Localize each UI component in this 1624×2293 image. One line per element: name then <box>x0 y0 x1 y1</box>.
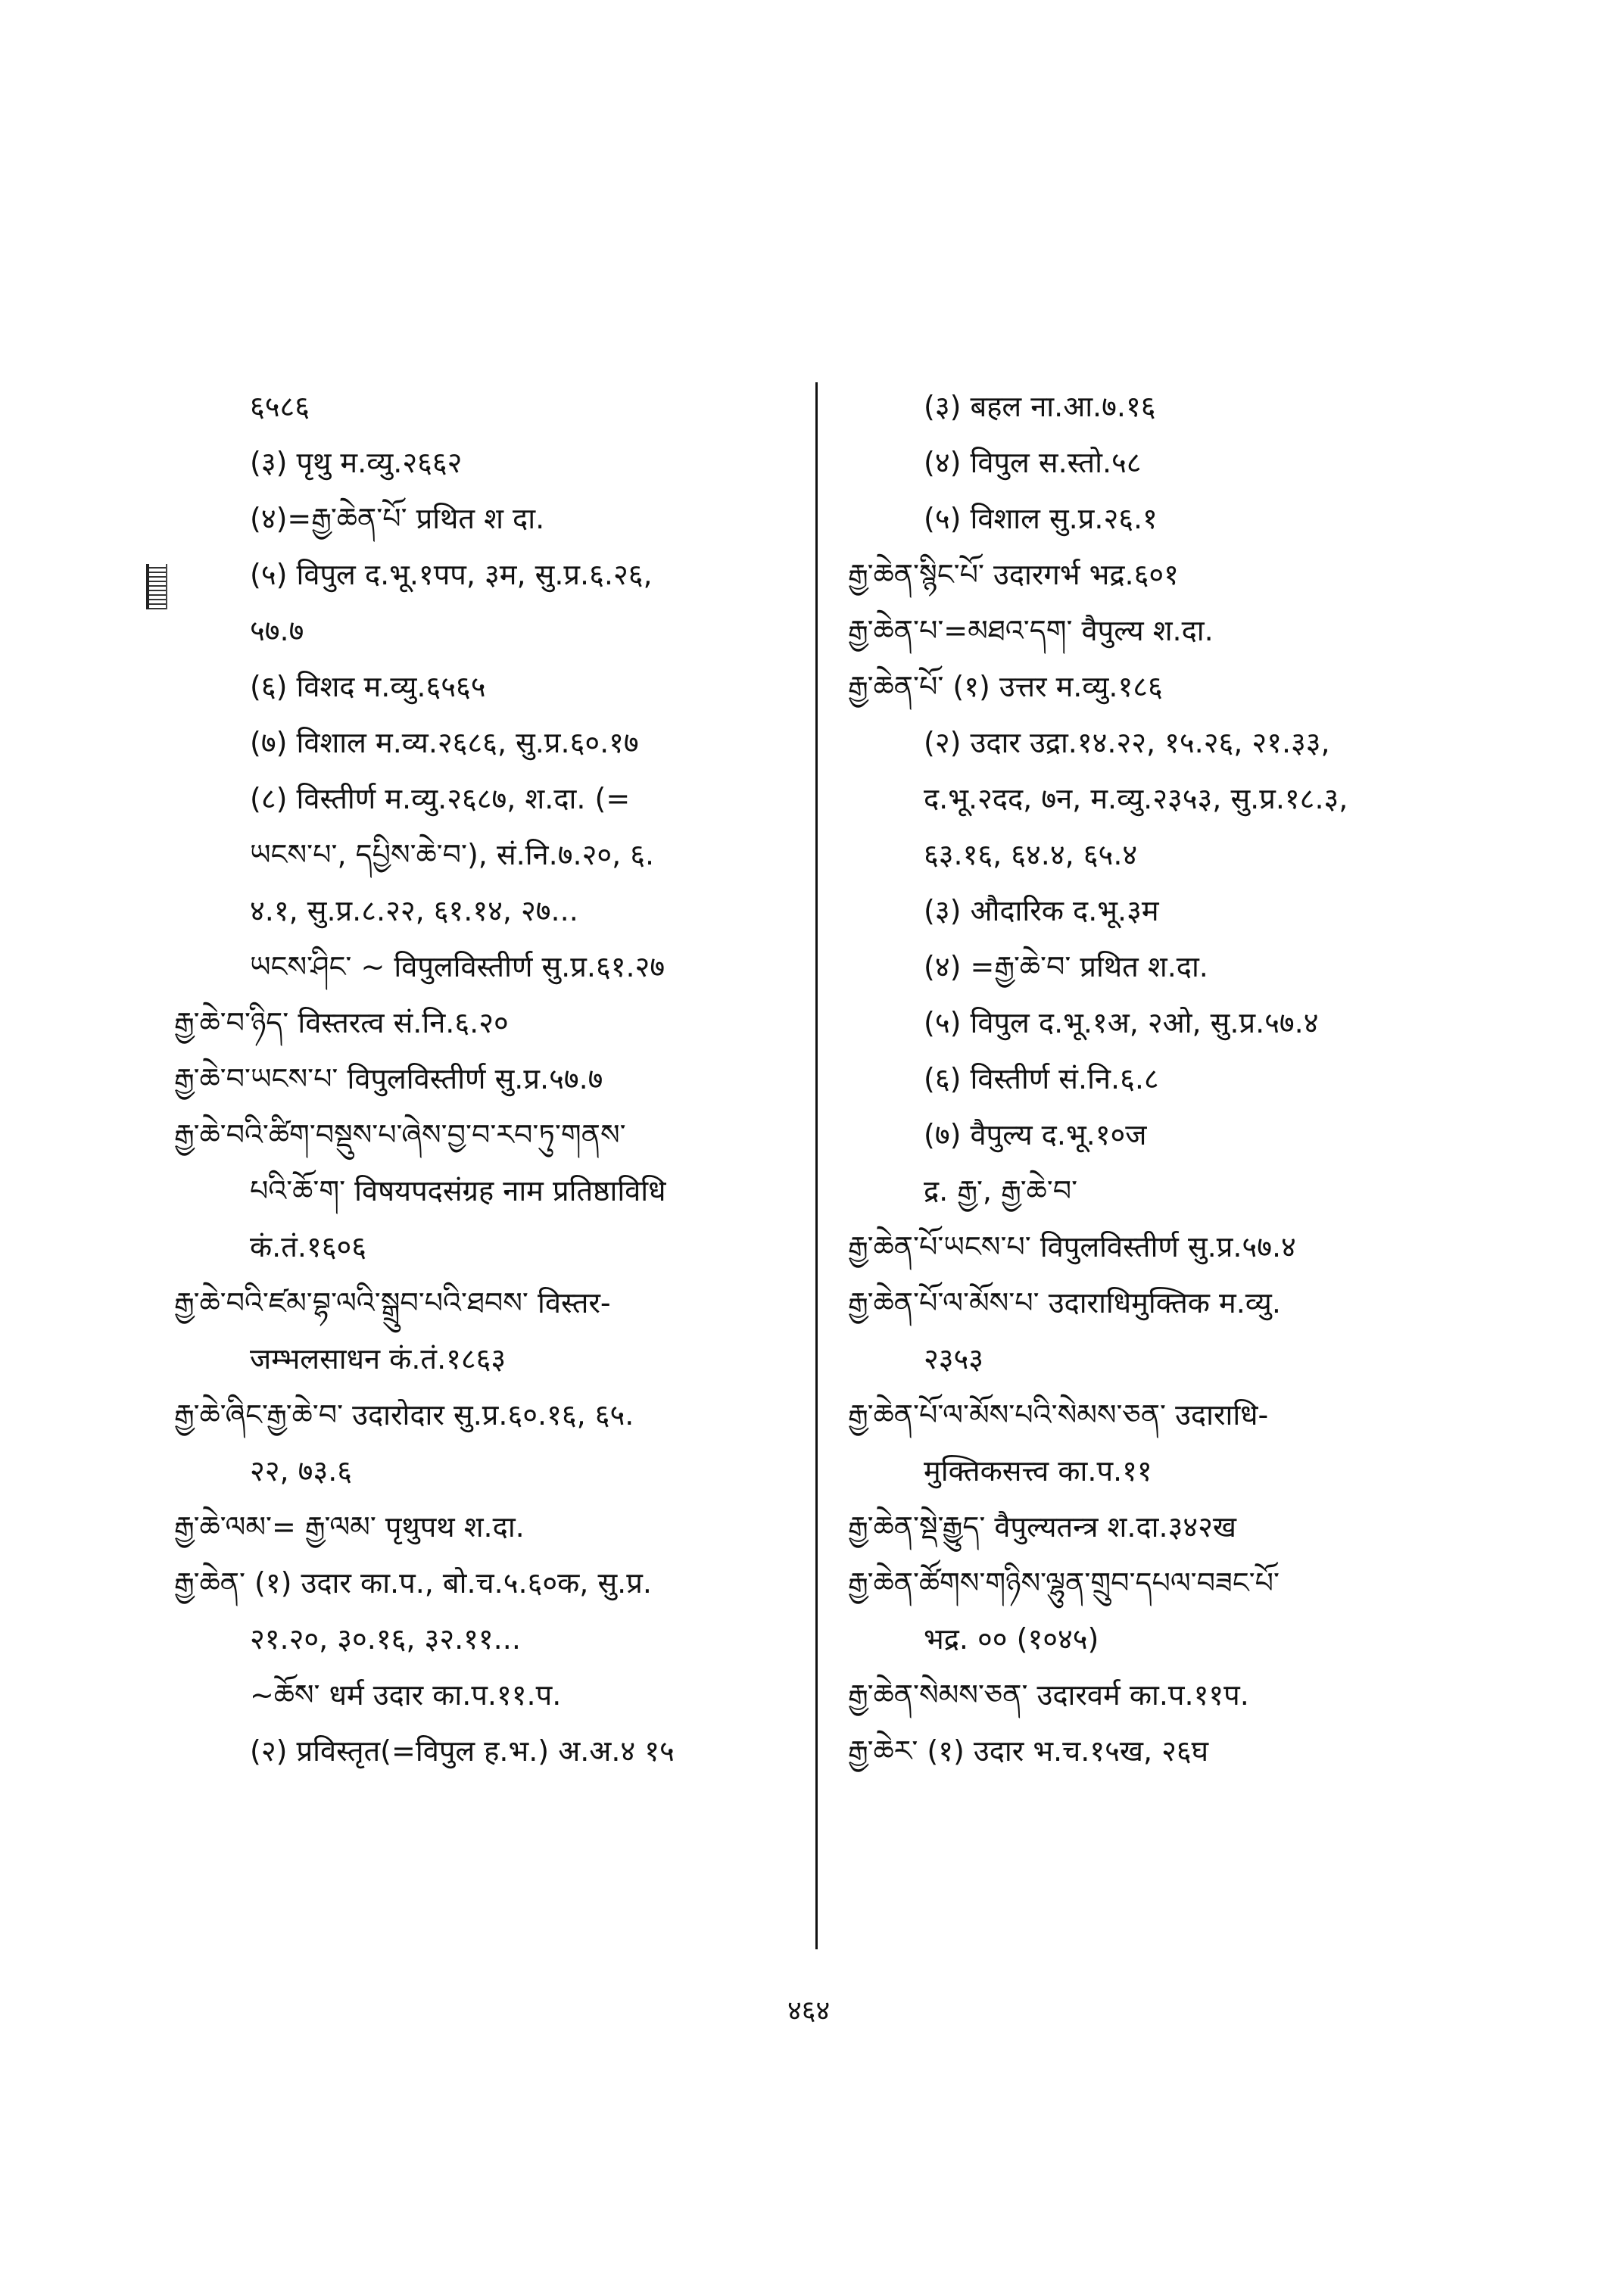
dictionary-line: རྒྱ་ཆེ་བ་ཉིད་ विस्तरत्व सं.नि.६.२० <box>174 1006 509 1039</box>
dictionary-line: རྒྱ་ཆེ་ལམ་= རྒྱ་ལམ་ पृथुपथ श.दा. <box>174 1510 525 1544</box>
dictionary-line: (४) विपुल स.स्तो.५८ <box>924 446 1142 479</box>
dictionary-line: द.भू.२दद, ७न, म.व्यु.२३५३, सु.प्र.१८.३, <box>924 782 1348 815</box>
dictionary-line: (६) विस्तीर्ण सं.नि.६.८ <box>924 1062 1159 1095</box>
dictionary-line: २३५३ <box>924 1342 984 1375</box>
dictionary-line: कं.तं.१६०६ <box>250 1230 367 1263</box>
dictionary-line: རྒྱ་ཆེ་བ་ཡངས་པ་ विपुलविस्तीर्ण सु.प्र.५७.७ <box>174 1062 603 1095</box>
dictionary-line: རྒྱ་ཆེན་པོ་ཡངས་པ་ विपुलविस्तीर्ण सु.प्र.५७.४ <box>848 1230 1296 1263</box>
dictionary-line: (७) वैपुल्य द.भू.१०ज <box>924 1118 1147 1151</box>
dictionary-line: ५७.७ <box>250 614 304 647</box>
dictionary-line: རྒྱ་ཆེ་བའི་ཚིག་བསྡུས་པ་ཞེས་བྱ་བ་རབ་ཏུ་གནས་ <box>174 1118 626 1151</box>
dictionary-line: ~ཆོས་ धर्म उदार का.प.११.प. <box>250 1678 562 1712</box>
dictionary-line: རྒྱ་ཆེན་ (१) उदार का.प., बो.च.५.६०क, सु.प्र. <box>174 1566 652 1600</box>
dictionary-line: (५) विपुल द.भू.१अ, २ओ, सु.प्र.५७.४ <box>924 1006 1319 1039</box>
dictionary-line: རྒྱ་ཆེ་བའི་ཛམ་བྷ་ལའི་སྒྲུབ་པའི་ཐབས་ विस्तर- <box>174 1286 611 1319</box>
dictionary-line: २२, ७३.६ <box>250 1454 353 1488</box>
page-number: ४६४ <box>787 1995 831 2027</box>
dictionary-line: (४)=རྒྱ་ཆེན་པོ་ प्रथित श दा. <box>250 502 545 535</box>
left-column <box>174 379 810 1779</box>
dictionary-line: ६३.१६, ६४.४, ६५.४ <box>924 838 1138 871</box>
dictionary-line: རྒྱ་ཆེ་ཞིང་རྒྱ་ཆེ་བ་ उदारोदार सु.प्र.६०.१६, ६५. <box>174 1398 634 1432</box>
dictionary-line: २१.२०, ३०.१६, ३२.११... <box>250 1622 521 1656</box>
dictionary-line: (३) बहल ना.आ.७.१६ <box>924 390 1156 423</box>
dictionary-line: རྒྱ་ཆེན་པ་=མཐའ་དག་ वैपुल्य श.दा. <box>848 614 1214 647</box>
dictionary-line: मुक्तिकसत्त्व का.प.११ <box>924 1454 1152 1488</box>
dictionary-line: རྒྱ་ཆེན་པོ་ལ་མོས་པ་ उदाराधिमुक्तिक म.व्यु. <box>848 1286 1281 1319</box>
dictionary-line: (८) विस्तीर्ण म.व्यु.२६८७, श.दा. (= <box>250 782 631 815</box>
dictionary-line: (५) विशाल सु.प्र.२६.१ <box>924 502 1158 535</box>
dictionary-line: རྒྱ་ཆེར་ (१) उदार भ.च.१५ख, २६घ <box>848 1734 1209 1768</box>
dictionary-line: རྒྱ་ཆེན་པོ་ (१) उत्तर म.व्यु.१८६ <box>848 670 1163 703</box>
dictionary-line: རྒྱ་ཆེན་སེམས་ཅན་ उदारवर्म का.प.११प. <box>848 1678 1249 1712</box>
margin-mark-icon <box>146 564 167 609</box>
dictionary-line: (७) विशाल म.व्य.२६८६, सु.प्र.६०.१७ <box>250 726 639 759</box>
column-divider <box>815 382 818 1949</box>
dictionary-line: རྒྱ་ཆེན་སྙིང་པོ་ उदारगर्भ भद्र.६०१ <box>848 558 1179 591</box>
right-column <box>848 379 1499 1779</box>
dictionary-line: (४) =རྒྱ་ཆེ་བ་ प्रथित श.दा. <box>924 950 1208 983</box>
dictionary-line: རྒྱ་ཆེན་ཚོགས་གཉིས་ལྷུན་གྲུབ་དཔལ་བཟང་པོ་ <box>848 1566 1280 1600</box>
dictionary-line: भद्र. ०० (१०४५) <box>924 1622 1099 1656</box>
dictionary-line: द्र. རྒྱ་, རྒྱ་ཆེ་བ་ <box>924 1174 1078 1207</box>
dictionary-line: ४.१, सु.प्र.८.२२, ६१.१४, २७... <box>250 894 578 927</box>
dictionary-line: རྒྱ་ཆེན་སྡེ་རྒྱུད་ वैपुल्यतन्त्र श.दा.३४२ख <box>848 1510 1236 1544</box>
dictionary-line: པའི་ཆོ་ག་ विषयपदसंग्रह नाम प्रतिष्ठाविधि <box>250 1174 666 1207</box>
dictionary-line: ६५८६ <box>250 390 310 423</box>
dictionary-line: ཡངས་ཤིང་ ~ विपुलविस्तीर्ण सु.प्र.६१.२७ <box>250 950 665 983</box>
dictionary-line: (२) उदार उद्रा.१४.२२, १५.२६, २१.३३, <box>924 726 1330 759</box>
dictionary-line: (३) औदारिक द.भू.३म <box>924 894 1159 927</box>
dictionary-line: (६) विशद म.व्यु.६५६५ <box>250 670 486 703</box>
dictionary-line: (२) प्रविस्तृत(=विपुल ह.भ.) अ.अ.४ १५ <box>250 1734 675 1768</box>
dictionary-line: (३) पृथु म.व्यु.२६६२ <box>250 446 463 479</box>
dictionary-line: རྒྱ་ཆེན་པོ་ལ་མོས་པའི་སེམས་ཅན་ उदाराधि- <box>848 1398 1269 1432</box>
dictionary-line: ཡངས་པ་, དཔྱིས་ཆེ་བ་), सं.नि.७.२०, ६. <box>250 838 655 871</box>
dictionary-line: (५) विपुल द.भू.१पप, ३म, सु.प्र.६.२६, <box>250 558 653 591</box>
dictionary-line: जम्भलसाधन कं.तं.१८६३ <box>250 1342 507 1375</box>
